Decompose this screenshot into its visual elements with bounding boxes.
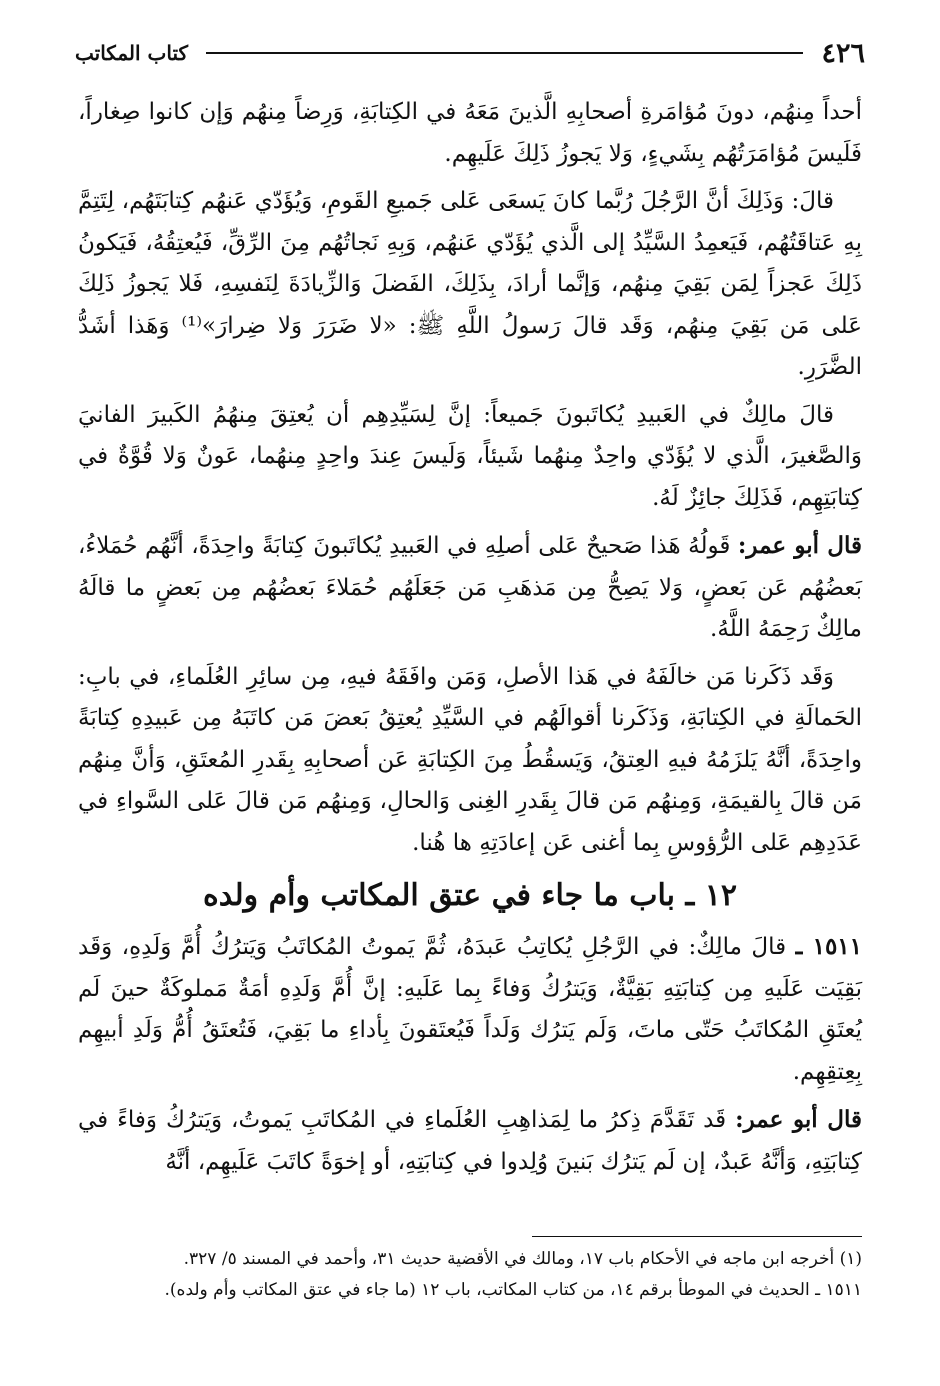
footnotes: [78, 1244, 862, 1306]
hadith-number: ١٥١١ ـ: [795, 933, 863, 960]
paragraph-last: [78, 1099, 862, 1183]
paragraph-4: [78, 525, 862, 651]
page-number: ٤٢٦: [821, 37, 865, 69]
footnote-2: ١٥١١ ـ الحديث في الموطأ برقم ١٤، من كتاب المكاتب، باب ١٢ (ما جاء في عتق المكاتب وأم ولده).: [164, 1280, 862, 1300]
paragraph-last-text: قَد تَقَدَّمَ ذِكرُ ما لِمَذاهِبِ العُلَماءِ في المُكاتَبِ يَموتُ، وَيَترُكُ وَفاءً في كِتابَتِهِ، وَأنَّهُ عَبدٌ، إن لَم يَترُك بَنينَ وُلِدوا في كِتابَتِهِ، أو إخوَةً كاتَبَ عَلَيهِم، أنَّهُ: [78, 1107, 862, 1175]
page-header: [75, 34, 865, 72]
speaker-label-2: قال أبو عمر:: [735, 1106, 863, 1133]
paragraph-1: أحداً مِنهُم، دونَ مُؤامَرةِ أصحابِهِ الَّذينَ مَعَهُ في الكِتابَةِ، وَرِضاً مِنهُم وَإن كانوا صِغاراً، فَلَيسَ مُؤامَرَتُهُم بِشَيءٍ، وَلا يَجوزُ ذَلِكَ عَلَيهِم.: [78, 99, 863, 167]
hadith-paragraph: [78, 926, 862, 1093]
chapter-title: ١٢ ـ باب ما جاء في عتق المكاتب وأم ولده: [203, 878, 737, 913]
hadith-text: قالَ مالِكٌ: في الرَّجُلِ يُكاتِبُ عَبدَهُ، ثُمَّ يَموتُ المُكاتَبُ وَيَترُكُ أُمَّ وَلَدِهِ، وَقَد بَقِيَت عَلَيهِ مِن كِتابَتِهِ بَقِيَّةٌ، وَيَترُكُ وَفاءً بِما عَلَيهِ: إنَّ أُمَّ وَلَدِهِ أمَةٌ مَملوكَةٌ حينَ لَم يُعتَقِ المُكاتَبُ حَتّى ماتَ، وَلَم يَترُك وَلَداً فَيُعتَقونَ بِأداءِ ما بَقِيَ، فَتُعتَقُ أُمُّ وَلَدِ أبيهِم بِعِتقِهِم.: [78, 934, 862, 1085]
footnote-1: (١) أخرجه ابن ماجه في الأحكام باب ١٧، ومالك في الأقضية حديث ٣١، وأحمد في المسند ٥/ ٣٢٧.: [183, 1249, 862, 1269]
paragraph-4-text: قَولُهُ هَذا صَحيحٌ عَلى أصلِهِ في العَبيدِ يُكاتَبونَ كِتابَةً واحِدَةً، أنَّهُم حُمَلاءُ، بَعضُهُم عَن بَعضٍ، وَلا يَصِحُّ مِن مَذهَبِ مَن جَعَلَهُم حُمَلاءَ بَعضُهُم مِن بَعضٍ ما قالَهُ مالِكٌ رَحِمَهُ اللَّهُ.: [78, 533, 862, 642]
paragraph-5: وَقَد ذَكَرنا مَن خالَفَهُ في هَذا الأصلِ، وَمَن وافَقَهُ فيهِ، مِن سائِرِ العُلَماءِ، في بابِ: الحَمالَةِ في الكِتابَةِ، وَذَكَرنا أقوالَهُم في السَّيِّدِ يُعتِقُ بَعضَ مَن كاتَبَهُ مِن عَبيدِهِ كِتابَةً واحِدَةً، أنَّهُ يَلزَمُهُ فيهِ العِتقُ، وَيَسقُطُ مِنَ الكِتابَةِ عَن أصحابِهِ بِقَدرِ المُعتَقِ، وَأنَّ مِنهُم مَن قالَ بِالقيمَةِ، وَمِنهُم مَن قالَ بِقَدرِ الغِنى وَالحالِ، وَمِنهُم مَن قالَ عَلى السَّواءِ في عَدَدِهِم عَلى الرُّؤوسِ بِما أغنى عَن إعادَتِهِ ها هُنا.: [78, 663, 862, 856]
paragraph-2: قالَ: وَذَلِكَ أنَّ الرَّجُلَ رُبَّما كانَ يَسعَى عَلى جَميعِ القَومِ، وَيُؤَدّي عَنهُم كِتابَتَهُم، لِتَتِمَّ بِهِ عَتاقَتُهُم، فَيَعمِدُ السَّيِّدُ إلى الَّذي يُؤَدّي عَنهُم، وَبِهِ نَجاتُهُم مِنَ الرِّقِّ، فَيُعتِقُهُ، فَيَكونُ ذَلِكَ عَجزاً لِمَن بَقِيَ مِنهُم، وَإنَّما أرادَ، بِذَلِكَ، الفَضلَ وَالزِّيادَةَ لِنَفسِهِ، فَلا يَجوزُ ذَلِكَ عَلى مَن بَقِيَ مِنهُم، وَقَد قالَ رَسولُ اللَّهِ ﷺ: «لا ضَرَرَ وَلا ضِرارَ»⁽¹⁾ وَهَذا أشَدُّ الضَّرَرِ.: [78, 188, 862, 380]
paragraph-3: قالَ مالِكٌ في العَبيدِ يُكاتَبونَ جَميعاً: إنَّ لِسَيِّدِهِم أن يُعتِقَ مِنهُمُ الكَبيرَ الفانيَ وَالصَّغيرَ، الَّذي لا يُؤَدّي واحِدٌ مِنهُما شَيئاً، وَلَيسَ عِندَ واحِدٍ مِنهُما، عَونٌ وَلا قُوَّةٌ في كِتابَتِهِم، فَذَلِكَ جائِزٌ لَهُ.: [78, 401, 862, 511]
footnote-divider: [532, 1236, 862, 1237]
speaker-label: قال أبو عمر:: [737, 532, 863, 559]
main-text: [78, 92, 862, 1189]
book-title: كتاب المكاتب: [75, 41, 188, 65]
header-rule: [206, 52, 803, 54]
